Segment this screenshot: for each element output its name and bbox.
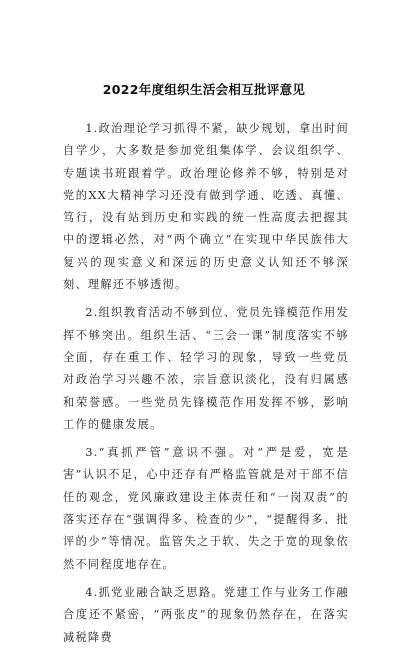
- paragraph-1: 1.政治理论学习抓得不紧，缺少规划，拿出时间自学少，大多数是参加党组集体学、会议组织学、专题读书班跟着学。政治理论修养不够，特别是对党的XX大精神学习还没有做到学通、吃透、真懂、笃行，没有站到历史和实践的统一性高度去把握其中的逻辑必然，对“两个确立”在实现中华民族伟大复兴的现实意义和深远的历史意义认知还不够深刻、理解还不够透彻。: [63, 122, 349, 292]
- document-body: [63, 118, 349, 655]
- paragraph-3: 3.“真抓严管”意识不强。对“严是爱，宽是害”认识不足，心中还存有严格监管就是对干部不信任的观念，党风廉政建设主体责任和“一岗双责”的落实还存在“强调得多、检查的少”，“提醒得多、批评的少”等情况。监管失之于软、失之于宽的现象依然不同程度地存在。: [63, 446, 349, 571]
- document-title: 2022年度组织生活会相互批评意见: [102, 82, 306, 97]
- paragraph-4: 4.抓党业融合缺乏思路。党建工作与业务工作融合度还不紧密，“两张皮”的现象仍然存在，在落实减税降费: [63, 585, 349, 644]
- paragraph-2: 2.组织教育活动不够到位、党员先锋模范作用发挥不够突出。组织生活、“三会一课”制度落实不够全面，存在重工作、轻学习的现象，导致一些党员对政治学习兴趣不浓，宗旨意识淡化，没有归属感和荣誉感。一些党员先锋模范作用发挥不够，影响工作的健康发展。: [63, 306, 349, 431]
